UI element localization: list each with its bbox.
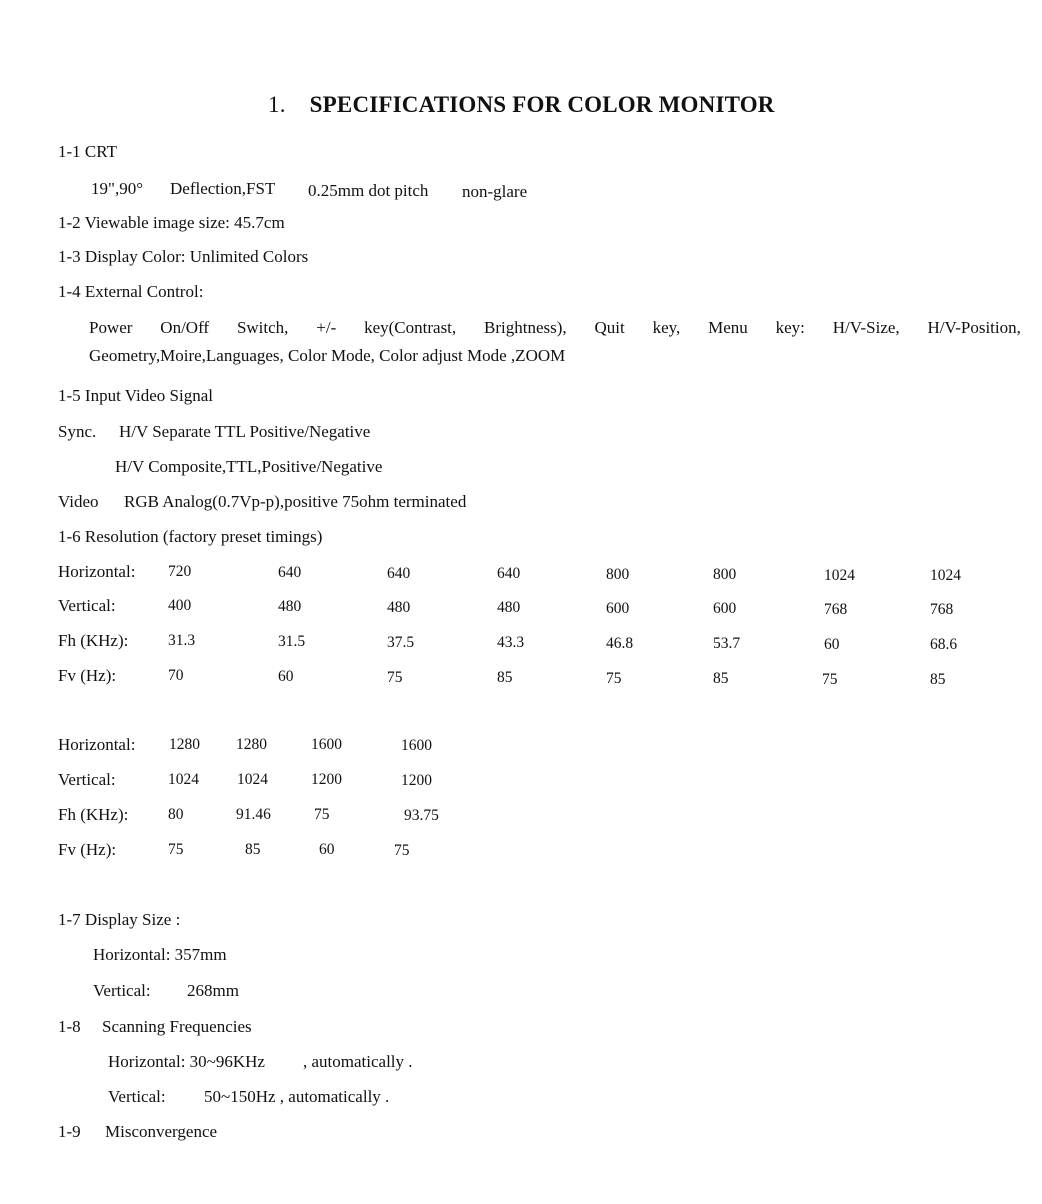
table-cell: 75 — [606, 670, 622, 687]
table-cell: 600 — [713, 600, 737, 617]
video-label: Video — [58, 492, 99, 511]
misconvergence-text: Misconvergence — [105, 1122, 218, 1141]
crt-surface: non-glare — [462, 182, 528, 201]
control-word: +/- — [316, 318, 337, 337]
display-size-vertical-value: 268mm — [187, 981, 239, 1000]
table-cell: 85 — [245, 841, 261, 858]
table-cell: 53.7 — [713, 635, 741, 652]
resolution-heading: 1-6 Resolution (factory preset timings) — [58, 527, 323, 546]
table-cell: 1200 — [401, 772, 432, 789]
sync-line-1: H/V Separate TTL Positive/Negative — [119, 422, 371, 441]
table2-row-fv — [0, 840, 1042, 864]
control-word: Power — [89, 318, 133, 337]
table2-row-horizontal — [0, 735, 1042, 759]
table-cell: 46.8 — [606, 635, 634, 652]
table-cell: 75 — [387, 669, 403, 686]
row-label: Fv (Hz): — [58, 666, 117, 685]
control-word: Menu — [708, 318, 748, 337]
scanning-heading-text: Scanning Frequencies — [102, 1017, 252, 1036]
display-size-vertical-label: Vertical: — [93, 981, 151, 1000]
table-cell: 75 — [168, 841, 184, 858]
row-label: Vertical: — [58, 770, 116, 789]
table-cell: 31.3 — [168, 632, 196, 649]
control-word: H/V-Size, — [832, 318, 900, 337]
table-cell: 1024 — [168, 771, 199, 788]
table1-row-fh — [0, 631, 1042, 655]
table-cell: 800 — [713, 566, 737, 583]
row-label: Fv (Hz): — [58, 840, 117, 859]
table-cell: 85 — [713, 670, 729, 687]
sync-line-2: H/V Composite,TTL,Positive/Negative — [115, 457, 383, 476]
table-cell: 75 — [822, 671, 838, 688]
sync-label: Sync. — [58, 422, 97, 441]
control-word: H/V-Position, — [927, 318, 1021, 337]
page-title — [268, 92, 775, 118]
row-label: Fh (KHz): — [58, 805, 129, 824]
table-cell: 75 — [314, 806, 330, 823]
table-cell: 480 — [497, 599, 521, 616]
misconvergence-number: 1-9 — [58, 1122, 81, 1141]
title-text: SPECIFICATIONS FOR COLOR MONITOR — [309, 92, 775, 117]
table-cell: 720 — [168, 563, 192, 580]
scanning-horizontal-note: , automatically . — [303, 1052, 413, 1071]
control-word: Switch, — [236, 318, 289, 337]
table-cell: 31.5 — [278, 633, 306, 650]
table1-row-fv — [0, 666, 1042, 690]
table-cell: 1600 — [401, 737, 432, 754]
table-cell: 768 — [824, 601, 848, 618]
table-cell: 1280 — [169, 736, 200, 753]
table-cell: 1024 — [824, 567, 855, 584]
crt-deflection: Deflection,FST — [170, 179, 276, 198]
table-cell: 600 — [606, 600, 630, 617]
scanning-horizontal: Horizontal: 30~96KHz — [108, 1052, 265, 1071]
table-cell: 68.6 — [930, 636, 958, 653]
control-word: key(Contrast, — [364, 318, 457, 337]
display-color: 1-3 Display Color: Unlimited Colors — [58, 247, 309, 266]
table-cell: 400 — [168, 597, 192, 614]
table1-row-horizontal — [0, 562, 1042, 586]
table2-row-fh — [0, 805, 1042, 829]
external-control-heading: 1-4 External Control: — [58, 282, 204, 301]
crt-size: 19",90° — [91, 179, 143, 198]
table-cell: 1200 — [311, 771, 342, 788]
input-signal-heading: 1-5 Input Video Signal — [58, 386, 213, 405]
row-label: Fh (KHz): — [58, 631, 129, 650]
table-cell: 85 — [497, 669, 513, 686]
table-cell: 480 — [278, 598, 302, 615]
external-control-list — [89, 318, 1021, 366]
table-cell: 80 — [168, 806, 184, 823]
table-cell: 60 — [319, 841, 335, 858]
scanning-heading-number: 1-8 — [58, 1017, 81, 1036]
table-cell: 640 — [278, 564, 302, 581]
viewable-size: 1-2 Viewable image size: 45.7cm — [58, 213, 285, 232]
crt-heading: 1-1 CRT — [58, 142, 117, 161]
display-size-heading: 1-7 Display Size : — [58, 910, 181, 929]
row-label: Horizontal: — [58, 735, 136, 754]
table1-row-vertical — [0, 596, 1042, 620]
display-size-horizontal: Horizontal: 357mm — [93, 945, 227, 964]
table-cell: 480 — [387, 599, 411, 616]
table-cell: 93.75 — [404, 807, 439, 824]
control-word: Brightness), — [484, 318, 567, 337]
control-word: Quit — [594, 318, 625, 337]
control-word: key, — [652, 318, 681, 337]
scanning-vertical-label: Vertical: — [108, 1087, 166, 1106]
table-cell: 800 — [606, 566, 630, 583]
scanning-vertical-value: 50~150Hz , automatically . — [204, 1087, 390, 1106]
table-cell: 60 — [824, 636, 840, 653]
table-cell: 70 — [168, 667, 184, 684]
table-cell: 43.3 — [497, 634, 525, 651]
video-text: RGB Analog(0.7Vp-p),positive 75ohm terminated — [124, 492, 467, 511]
table-cell: 640 — [387, 565, 411, 582]
table-cell: 640 — [497, 565, 521, 582]
section-number: 1. — [268, 92, 286, 117]
control-word: On/Off — [160, 318, 210, 337]
table-cell: 1024 — [237, 771, 268, 788]
crt-dot-pitch: 0.25mm dot pitch — [308, 181, 429, 200]
table-cell: 1280 — [236, 736, 267, 753]
table-cell: 1600 — [311, 736, 342, 753]
table-cell: 37.5 — [387, 634, 415, 651]
external-control-line-1 — [89, 318, 1021, 338]
table-cell: 1024 — [930, 567, 961, 584]
table-cell: 60 — [278, 668, 294, 685]
table-cell: 75 — [394, 842, 410, 859]
table-cell: 85 — [930, 671, 946, 688]
table-cell: 768 — [930, 601, 954, 618]
row-label: Vertical: — [58, 596, 116, 615]
external-control-line-2: Geometry,Moire,Languages, Color Mode, Color adjust Mode ,ZOOM — [89, 346, 566, 365]
row-label: Horizontal: — [58, 562, 136, 581]
table-cell: 91.46 — [236, 806, 271, 823]
control-word: key: — [775, 318, 805, 337]
table2-row-vertical — [0, 770, 1042, 794]
